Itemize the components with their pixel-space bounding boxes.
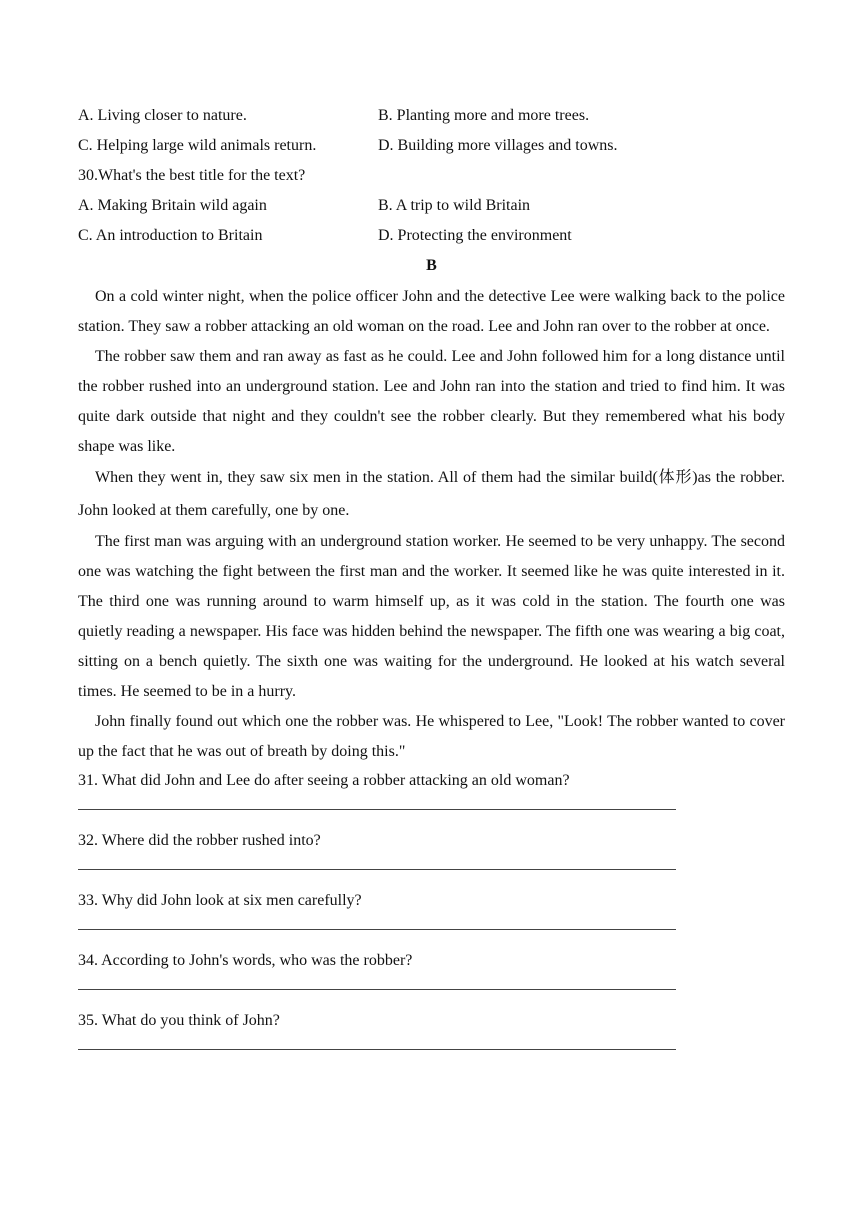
- question-34-block: [78, 947, 785, 1007]
- question-32: 32. Where did the robber rushed into?: [78, 832, 321, 849]
- question-34: 34. According to John's words, who was the robber?: [78, 952, 413, 969]
- passage-paragraph-3: When they went in, they saw six men in the station. All of them had the similar build(体形)as the robber. John looked at them carefully, one by one.: [78, 469, 785, 519]
- question-35-block: [78, 1007, 785, 1067]
- answer-line-32[interactable]: [78, 857, 676, 887]
- question-31-block: [78, 767, 785, 827]
- section-heading: B: [426, 257, 437, 274]
- options-row-2: [78, 132, 785, 162]
- question-33-block: [78, 887, 785, 947]
- question-33: 33. Why did John look at six men carefully?: [78, 892, 362, 909]
- question-30: 30.What's the best title for the text?: [78, 167, 306, 184]
- passage-paragraph-4: The first man was arguing with an underground station worker. He seemed to be very unhappy. The second one was watching the fight between the first man and the worker. It seemed like he was quite interested in it. The third one was running around to warm himself up, as it was cold in the station. The fourth one was quietly reading a newspaper. His face was hidden behind the newspaper. The fifth one was wearing a big coat, sitting on a bench quietly. The sixth one was waiting for the underground. He looked at his watch several times. He seemed to be in a hurry.: [78, 533, 785, 700]
- passage-paragraph-2: The robber saw them and ran away as fast as he could. Lee and John followed him for a long distance until the robber rushed into an underground station. Lee and John ran into the station and tried to find him. It was quite dark outside that night and they couldn't see the robber clearly. But they remembered what his body shape was like.: [78, 348, 785, 455]
- option-c: C. Helping large wild animals return.: [78, 137, 317, 154]
- q30-option-c: C. An introduction to Britain: [78, 227, 263, 244]
- page-content: [78, 102, 785, 1067]
- question-31: 31. What did John and Lee do after seeing a robber attacking an old woman?: [78, 772, 570, 789]
- answer-line-34[interactable]: [78, 977, 676, 1007]
- question-32-block: [78, 827, 785, 887]
- q30-option-d: D. Protecting the environment: [378, 227, 572, 244]
- q30-option-a: A. Making Britain wild again: [78, 197, 267, 214]
- option-b: B. Planting more and more trees.: [378, 107, 590, 124]
- answer-line-33[interactable]: [78, 917, 676, 947]
- option-a: A. Living closer to nature.: [78, 107, 247, 124]
- passage-paragraph-1: On a cold winter night, when the police officer John and the detective Lee were walking back to the police station. They saw a robber attacking an old woman on the road. Lee and John ran over to the robber at once.: [78, 288, 785, 335]
- options-row-1: [78, 102, 785, 132]
- q30-options-row-2: [78, 222, 785, 252]
- answer-line-35[interactable]: [78, 1037, 676, 1067]
- answer-line-31[interactable]: [78, 797, 676, 827]
- passage-paragraph-5: John finally found out which one the robber was. He whispered to Lee, "Look! The robber wanted to cover up the fact that he was out of breath by doing this.": [78, 713, 785, 760]
- q30-option-b: B. A trip to wild Britain: [378, 197, 531, 214]
- q30-options-row-1: [78, 192, 785, 222]
- option-d: D. Building more villages and towns.: [378, 137, 618, 154]
- question-35: 35. What do you think of John?: [78, 1012, 280, 1029]
